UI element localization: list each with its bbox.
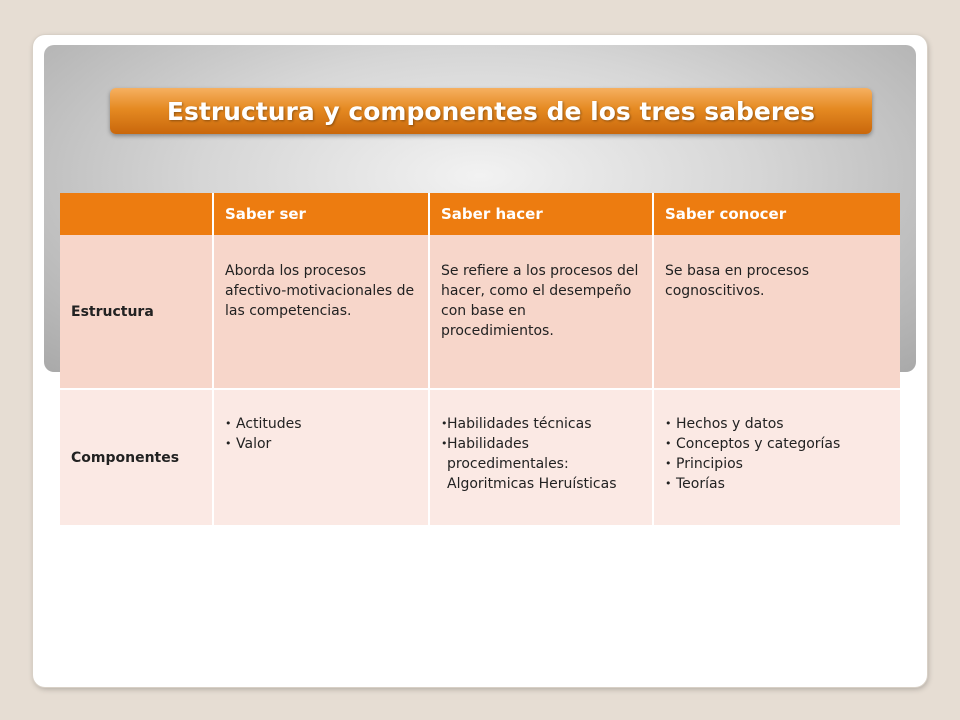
header-cell-empty: [60, 193, 213, 235]
row-label-estructura: Estructura: [60, 235, 213, 389]
list-item: • Teorías: [665, 474, 889, 494]
header-cell-saber-hacer: Saber hacer: [429, 193, 653, 235]
table-header-row: [60, 193, 900, 235]
list-item: • Actitudes: [225, 414, 417, 434]
list-item: • Hechos y datos: [665, 414, 889, 434]
cell-componentes-saber-ser: [213, 389, 429, 525]
list-item: • Conceptos y categorías: [665, 434, 889, 454]
bullet-list: [665, 414, 889, 494]
bullet-list: [441, 414, 641, 494]
cell-estructura-saber-ser: Aborda los procesos afectivo-motivacionales de las competencias.: [213, 235, 429, 389]
title-bar: [110, 88, 872, 134]
list-item: • Habilidades procedimentales: Algoritmicas Heruísticas: [441, 434, 641, 494]
list-item: • Valor: [225, 434, 417, 454]
cell-componentes-saber-hacer: [429, 389, 653, 525]
list-item: • Principios: [665, 454, 889, 474]
cell-estructura-saber-hacer: Se refiere a los procesos del hacer, como el desempeño con base en procedimientos.: [429, 235, 653, 389]
bullet-list: [225, 414, 417, 454]
cell-componentes-saber-conocer: [653, 389, 900, 525]
saberes-table: [60, 193, 900, 525]
header-cell-saber-ser: Saber ser: [213, 193, 429, 235]
table-row-estructura: [60, 235, 900, 389]
cell-estructura-saber-conocer: Se basa en procesos cognoscitivos.: [653, 235, 900, 389]
list-item: • Habilidades técnicas: [441, 414, 641, 434]
slide-title: Estructura y componentes de los tres saberes: [166, 96, 816, 126]
row-label-componentes: Componentes: [60, 389, 213, 525]
header-cell-saber-conocer: Saber conocer: [653, 193, 900, 235]
table-row-componentes: [60, 389, 900, 525]
